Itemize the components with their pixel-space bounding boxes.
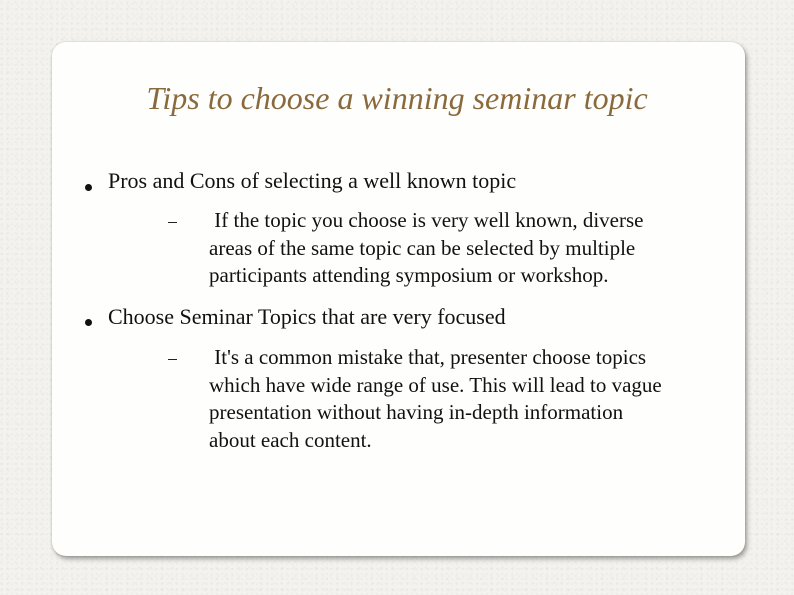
sub-bullet-line: participants attending symposium or workshop.	[209, 263, 609, 287]
sub-bullet-text	[209, 207, 643, 290]
slide-card	[52, 42, 745, 556]
bullet-dot	[85, 184, 92, 191]
sub-bullet-line: areas of the same topic can be selected by multiple	[209, 235, 636, 260]
sub-bullet-line: about each content.	[209, 427, 372, 452]
sub-bullet-line: which have wide range of use. This will lead to vague	[209, 372, 662, 397]
sub-bullet-line: presentation without having in-depth information	[209, 400, 624, 424]
bullet-text: Pros and Cons of selecting a well known topic	[108, 168, 517, 193]
bullet-text: Choose Seminar Topics that are very focused	[108, 304, 506, 329]
sub-bullet-text	[209, 344, 662, 454]
sub-bullet-line: If the topic you choose is very well known, diverse	[209, 208, 644, 232]
sub-bullet-dash	[168, 359, 177, 360]
sub-bullet-dash	[168, 222, 177, 223]
sub-bullet-line: It's a common mistake that, presenter choose topics	[209, 345, 647, 369]
bullet-dot	[85, 319, 92, 326]
slide-title: Tips to choose a winning seminar topic	[146, 80, 648, 116]
